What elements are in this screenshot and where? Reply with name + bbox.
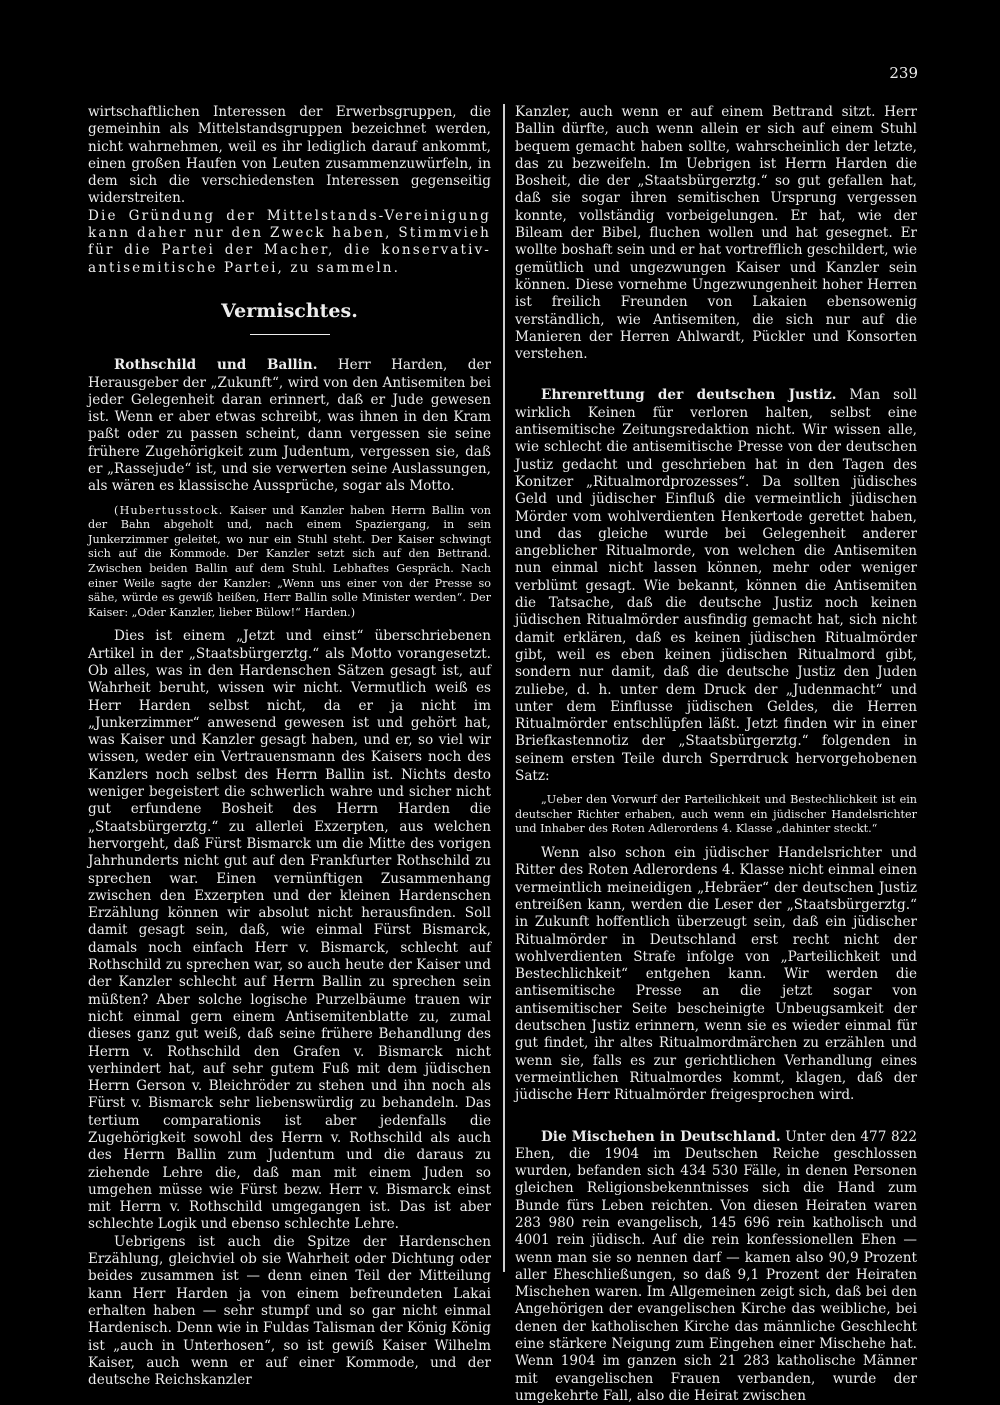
column-divider <box>503 104 505 1272</box>
article-heading: Die Mischehen in Deutschland. <box>541 1128 781 1145</box>
right-column <box>515 104 917 1405</box>
article-heading: Ehrenrettung der deutschen Justiz. <box>541 387 837 404</box>
section-heading: Vermischtes. <box>221 299 358 322</box>
quote-text: Kaiser und Kanzler haben Herrn Ballin von der Bahn abgeholt und, nach einem Spaziergang, in sein Junkerzimmer geleitet, wo nur ein Stuhl steht. Der Kaiser schwingt sich auf die Kommode. Der Kanzler setzt sich auf den Bettrand. Zwischen beiden Ballin auf dem Stuhl. Lebhaftes Gespräch. Nach einer Weile sagte der Kanzler: „Wenn uns einer von der Presse so sähe, würde es gewiß heißen, Herr Ballin solle Minister werden“. Der Kaiser: „Oder Kanzler, lieber Bülow!“ Harden.) <box>88 503 491 619</box>
article-body: Man soll wirklich Keinen für verloren halten, selbst eine antisemitische Zeitungsredaktion nicht. Wir wissen alle, wie schlecht die antisemitische Presse von der deutschen Justiz gedacht und geschrieben hat in den Tagen des Konitzer „Ritualmordprozesses“. Da sollten jüdisches Geld und jüdischer Einfluß die vermeintlich jüdischen Mörder vom wohlverdienten Henkertode gerettet haben, und das gleiche wurde bei Gelegenheit anderer angeblicher Ritualmorde, von welchen die Antisemiten nun einmal nicht lassen können, mehr oder weniger verblümt gesagt. Wie bekannt, können die Antisemiten die Tatsache, daß die deutsche Justiz noch keinen jüdischen Ritualmörder ausfindig gemacht hat, sich nicht damit erklären, daß es keinen jüdischen Ritualmörder gibt, weil es eben keinen jüdischen Ritualmord gibt, sondern nur damit, daß die deutsche Justiz den Juden zuliebe, d. h. unter dem Druck der „Judenmacht“ und unter dem Einflusse jüdischen Geldes, die Herren Ritualmörder entschlüpfen läßt. Jetzt finden wir in einer Briefkastennotiz der „Staatsbürgerztg.“ folgenden in seinem ersten Teile durch Sperrdruck hervorgehobenen Satz: <box>515 387 917 784</box>
section-rule <box>250 334 330 335</box>
motto-quote <box>88 504 491 621</box>
page-number: 239 <box>889 64 918 82</box>
intro-paragraph: wirtschaftlichen Interessen der Erwerbsgruppen, die gemeinhin als Mittelstandsgruppen bezeichnet werden, nicht wahrnehmen, weil es ihr lediglich darauf ankommt, einen großen Haufen von Leuten zusammenzuwürfeln, in dem sich die verschiedensten Interessen gegenseitig widerstreiten. <box>88 104 491 207</box>
article-body: Unter den 477 822 Ehen, die 1904 im Deutschen Reiche geschlossen wurden, befanden sich 434 530 Fälle, in denen Personen gleichen Religionsbekenntnisses sich die Hand zum Bunde fürs Leben reichten. Von diesen Heiraten waren 283 980 rein evangelisch, 145 696 rein katholisch und 4001 rein jüdisch. Auf die rein konfessionellen Ehen — wenn man sie so nennen darf — kamen also 90,9 Prozent aller Eheschließungen, so daß 9,1 Prozent der Heiraten Mischehen waren. Im Allgemeinen zeigt sich, daß bei den Angehörigen der evangelischen Kirche das weibliche, bei denen der katholischen Kirche das männliche Geschlecht eine stärkere Neigung zum Eingehen einer Mischehe hat. Wenn 1904 im ganzen sich 21 283 katholische Männer mit evangelischen Frauen verbanden, wurde der umgekehrte Fall, also die Heirat zwischen <box>515 1128 917 1404</box>
article-heading: Rothschild und Ballin. <box>114 357 318 374</box>
paragraph-wenn-also: Wenn also schon ein jüdischer Handelsrichter und Ritter des Roten Adlerordens 4. Klasse nicht einmal einen vermeintlich meineidigen „Hebräer“ der deutschen Justiz entreißen kann, werden die Leser der „Staatsbürgerztg.“ in Zukunft hoffentlich überzeugt sein, daß ein jüdischer Ritualmörder in Deutschland erst recht nicht der wohlverdienten Strafe infolge von „Parteilichkeit und Bestechlichkeit“ entgehen kann. Wir werden die antisemitische Presse an die jetzt sogar von antisemitischer Seite bescheinigte Unbeugsamkeit der deutschen Justiz erinnern, wenn sie es wieder einmal für gut findet, ihr altes Ritualmordmärchen zu erzählen und wenn sie, falls es zur gerichtlichen Verhandlung eines vermeintlichen Ritualmordes kommt, klagen, daß der jüdische Herr Ritualmörder freigesprochen wird. <box>515 845 917 1104</box>
article-mischehen <box>515 1129 917 1405</box>
intro-emphasis: Die Gründung der Mittelstands-Vereinigung kann daher nur den Zweck haben, Stimmvieh für die Partei der Macher, die konservativ-antisemitische Partei, zu sammeln. <box>88 207 491 276</box>
article-rothschild-ballin <box>88 357 491 495</box>
paragraph-motto: Dies ist einem „Jetzt und einst“ überschriebenen Artikel in der „Staatsbürgerztg.“ als Motto vorangesetzt. Ob alles, was in den Hardenschen Sätzen gesagt ist, auf Wahrheit beruht, wissen wir nicht. Vermutlich weiß es Herr Harden selbst nicht, da er ja nicht im „Junkerzimmer“ anwesend gewesen ist und gehört hat, was Kaiser und Kanzler gesagt haben, und er, so viel wir wissen, weder ein Vertrauensmann des Kaisers noch des Kanzlers noch selbst des Herrn Ballin ist. Nichts desto weniger begeistert die schwerlich wahre und sicher nicht gut erfundene Bosheit des Herrn Harden die „Staatsbürgerztg.“ zu allerlei Exzerpten, aus welchen hervorgeht, daß Fürst Bismarck um die Mitte des vorigen Jahrhunderts nicht gut auf den Frankfurter Rothschild zu sprechen war. Einen vernünftigen Zusammenhang zwischen den Exzerpten und der kleinen Hardenschen Erzählung können wir absolut nicht herausfinden. Soll damit gesagt sein, daß, wie einmal Fürst Bismarck, damals noch einfach Herr v. Bismarck, schlecht auf Rothschild zu sprechen war, so auch heute der Kaiser und der Kanzler schlecht auf Herrn Ballin zu sprechen sein müßten? Aber solche logische Purzelbäume trauen wir nicht einmal gern einem Antisemitenblatte zu, zumal dieses ganz gut weiß, daß seine frühere Behandlung des Herrn v. Rothschild den Grafen v. Bismarck nicht verhindert hat, auf sehr gutem Fuß mit dem jüdischen Herrn Gerson v. Bleichröder zu stehen und ihn noch als Fürst v. Bismarck sehr liebenswürdig zu behandeln. Das tertium comparationis ist aber jedenfalls die Zugehörigkeit sowohl des Herrn v. Rothschild als auch des Herrn Ballin zum Judentum und die daraus zu ziehende Lehre die, daß man mit einem Juden so umgehen müsse wie Fürst bezw. Herr v. Bismarck einst mit Herrn v. Rothschild umgegangen ist. Das ist aber schlechte Logik und ebenso schlechte Lehre. <box>88 628 491 1233</box>
paragraph-uebrigens: Uebrigens ist auch die Spitze der Hardenschen Erzählung, gleichviel ob sie Wahrheit oder Dichtung oder beides zusammen ist — denn einen Teil der Mitteilung kann Herr Harden ja von einem befreundeten Lakai erhalten haben — sehr stumpf und so gar nicht einmal Hardenisch. Denn wie in Fuldas Talisman der König König ist „auch in Unterhosen“, so ist gewiß Kaiser Wilhelm Kaiser, auch wenn er auf einer Kommode, und der deutsche Reichskanzler <box>88 1233 491 1389</box>
quote-source: (Hubertusstock. <box>114 503 224 517</box>
article-ehrenrettung <box>515 387 917 785</box>
article-body: Herr Harden, der Herausgeber der „Zukunft“, wird von den Antisemiten bei jeder Gelegenheit daran erinnert, daß er Jude gewesen ist. Wenn er aber etwas schreibt, was ihnen in den Kram paßt oder zu passen scheint, dann vergessen sie seine frühere Zugehörigkeit zum Judentum, vergessen sie, daß er „Rassejude“ ist, und sie verwerten seine Auslassungen, als wären es klassische Aussprüche, sogar als Motto. <box>88 357 491 495</box>
left-column <box>88 104 491 1389</box>
continuation-paragraph: Kanzler, auch wenn er auf einem Bettrand sitzt. Herr Ballin dürfte, auch wenn allein er sich auf einem Stuhl bequem gemacht haben sollte, wahrscheinlich der letzte, das zu bezweifeln. Im Uebrigen ist Herrn Harden die Bosheit, die der „Staatsbürgerztg.“ so gut gefallen hat, daß sie sogar ihren semitischen Ursprung vergessen konnte, vollständig vorbeigelungen. Er hat, wie der Bileam der Bibel, fluchen wollen und hat gesegnet. Er wollte boshaft sein und er hat vortrefflich geschildert, wie gemütlich und ungezwungen Kaiser und Kanzler sein können. Diese vornehme Ungezwungenheit hoher Herren ist freilich Freunden von Lakaien ebensowenig verständlich, wie Antisemiten, die sich nur auf die Manieren der Herren Ahlwardt, Pückler und Konsorten verstehen. <box>515 104 917 363</box>
inset-quote: „Ueber den Vorwurf der Parteilichkeit und Bestechlichkeit ist ein deutscher Richter erhaben, auch wenn ein jüdischer Handelsrichter und Inhaber des Roten Adlerordens 4. Klasse „dahinter steckt.“ <box>515 793 917 836</box>
